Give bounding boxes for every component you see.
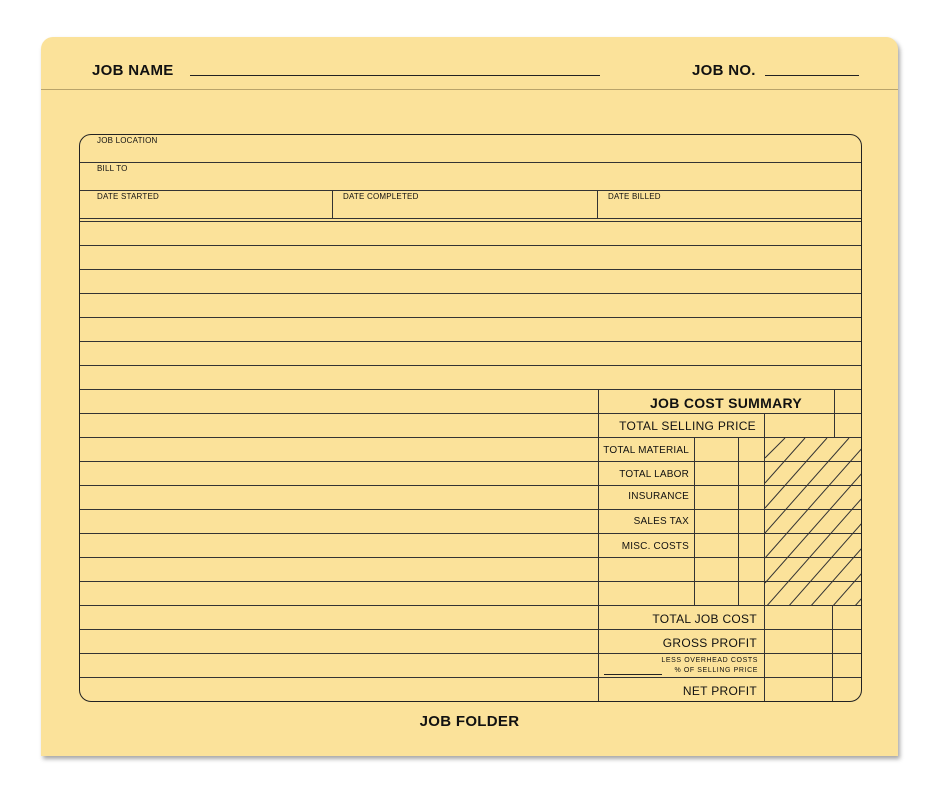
job-name-field[interactable]	[190, 75, 600, 76]
gross-profit-label: GROSS PROFIT	[662, 636, 757, 650]
hatched-area	[765, 438, 862, 605]
ruled-line	[80, 341, 862, 342]
col-line	[832, 605, 833, 702]
ruled-line	[80, 461, 862, 462]
pct-selling-price-label: % OF SELLING PRICE	[674, 667, 758, 674]
job-name-label: JOB NAME	[92, 62, 174, 79]
job-no-field[interactable]	[765, 75, 859, 76]
overhead-percent-field[interactable]	[604, 674, 662, 675]
total-job-cost-label: TOTAL JOB COST	[652, 612, 757, 626]
col-line	[332, 190, 333, 219]
job-no-label: JOB NO.	[692, 62, 756, 79]
col-line	[764, 413, 765, 437]
ruled-line	[80, 413, 862, 414]
ruled-line	[80, 509, 862, 510]
footer-title: JOB FOLDER	[419, 713, 520, 730]
tab-fold-line	[41, 89, 898, 90]
date-started-label: DATE STARTED	[97, 192, 159, 201]
ruled-line	[80, 581, 862, 582]
sales-tax-label: SALES TAX	[633, 516, 689, 527]
ruled-line	[80, 293, 862, 294]
ruled-line	[80, 557, 862, 558]
date-completed-label: DATE COMPLETED	[343, 192, 419, 201]
col-line	[764, 605, 765, 702]
row-line	[80, 190, 862, 191]
ruled-line	[80, 485, 862, 486]
ruled-line	[80, 437, 862, 438]
ruled-line	[80, 629, 862, 630]
job-form	[79, 134, 862, 702]
ruled-line	[80, 365, 862, 366]
ruled-line	[80, 653, 862, 654]
col-line	[597, 190, 598, 219]
row-line	[80, 162, 862, 163]
col-line	[738, 437, 739, 605]
less-overhead-label: LESS OVERHEAD COSTS	[661, 657, 758, 664]
ruled-line	[80, 677, 862, 678]
row-line	[80, 218, 862, 219]
ruled-line	[80, 245, 862, 246]
total-selling-price-label: TOTAL SELLING PRICE	[619, 419, 756, 433]
total-material-label: TOTAL MATERIAL	[603, 445, 689, 456]
ruled-line	[80, 389, 862, 390]
bill-to-label: BILL TO	[97, 164, 128, 173]
net-profit-label: NET PROFIT	[682, 684, 757, 698]
insurance-label: INSURANCE	[628, 491, 689, 502]
date-billed-label: DATE BILLED	[608, 192, 661, 201]
job-location-label: JOB LOCATION	[97, 136, 158, 145]
ruled-line	[80, 317, 862, 318]
col-line	[694, 437, 695, 605]
ruled-line	[80, 605, 862, 606]
ruled-line	[80, 533, 862, 534]
summary-title: JOB COST SUMMARY	[649, 395, 803, 411]
row-line	[80, 221, 862, 222]
total-labor-label: TOTAL LABOR	[619, 469, 689, 480]
misc-costs-label: MISC. COSTS	[621, 541, 689, 552]
ruled-line	[80, 269, 862, 270]
